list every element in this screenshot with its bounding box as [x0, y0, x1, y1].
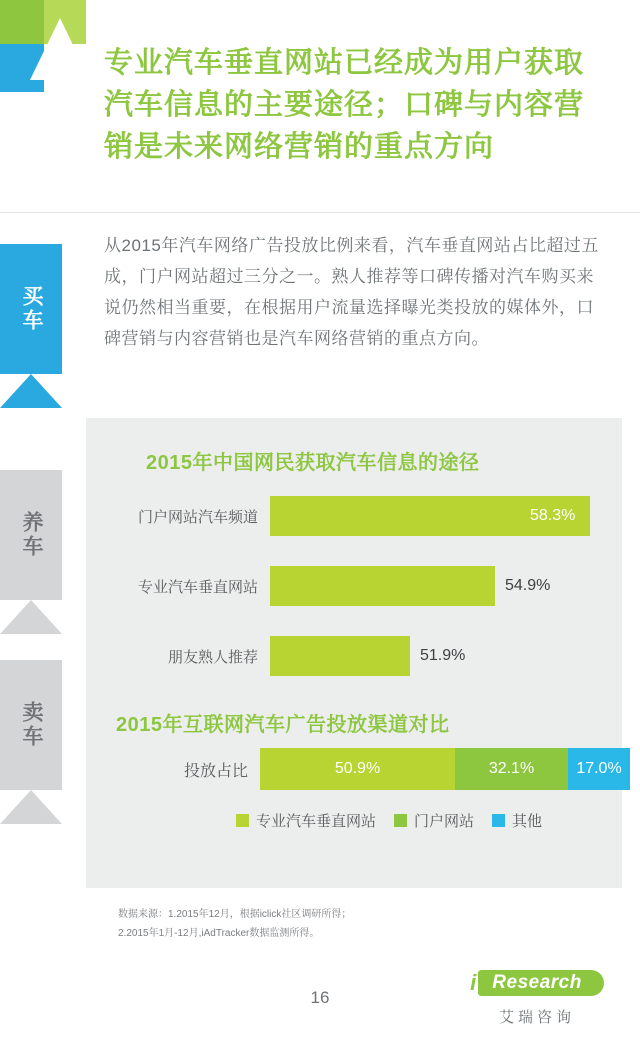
source-footnote: [118, 905, 588, 943]
legend-swatch-icon: [492, 814, 505, 827]
stack-segment-portal-site: 32.1%: [455, 748, 568, 790]
rail-tab-label: 卖车: [20, 701, 43, 749]
brand-mark: [462, 968, 612, 998]
bar-row: [110, 566, 550, 606]
iresearch-logo-mark: [0, 0, 86, 92]
bar-row: [110, 636, 465, 676]
rail-tab-buy-car[interactable]: [0, 244, 62, 374]
source-line-2: 2.2015年1月-12月,iAdTracker数据监测所得。: [118, 928, 320, 939]
legend-item: [394, 810, 474, 831]
stack-segment-other: 17.0%: [568, 748, 630, 790]
rail-tab-buy-car-arrow: [0, 374, 62, 408]
rail-tab-label: 养车: [20, 511, 43, 559]
header-divider: [0, 212, 640, 213]
legend-item: [236, 810, 376, 831]
left-rail: [0, 0, 86, 1050]
legend-item: [492, 810, 542, 831]
page-number: 16: [310, 988, 330, 1007]
bar-category-label: 专业汽车垂直网站: [137, 578, 258, 596]
page-title: 专业汽车垂直网站已经成为用户获取汽车信息的主要途径；口碑与内容营销是未来网络营销的重点方向: [104, 47, 585, 163]
logo-triangle-icon: [30, 18, 90, 80]
bar-category-label: 门户网站汽车频道: [137, 508, 258, 526]
bar-value-label: 58.3%: [530, 507, 576, 524]
stacked-bar-category-label: 投放占比: [183, 762, 248, 780]
legend-swatch-icon: [394, 814, 407, 827]
bar-fill: [270, 566, 495, 606]
bar-value-label: 51.9%: [420, 647, 466, 664]
chart-2-title: 2015年互联网汽车广告投放渠道对比: [116, 714, 450, 736]
legend-label: 其他: [512, 813, 543, 830]
chart-2-legend: [236, 810, 542, 831]
rail-tab-label: 买车: [20, 285, 43, 333]
stack-segment-vertical-site: 50.9%: [260, 748, 455, 790]
rail-tab-maintain-car-arrow: [0, 600, 62, 634]
rail-tab-maintain-car[interactable]: [0, 470, 62, 600]
brand-name: Research: [478, 970, 604, 996]
stacked-bar-row: [110, 748, 630, 790]
legend-swatch-icon: [236, 814, 249, 827]
source-line-1: 数据来源：1.2015年12月，根据iclick社区调研所得；: [118, 909, 352, 920]
brand-prefix: i: [470, 970, 477, 995]
bar-fill: [270, 636, 410, 676]
legend-label: 门户网站: [414, 813, 475, 830]
chart-1-title: 2015年中国网民获取汽车信息的途径: [146, 452, 480, 474]
bar-row: [110, 496, 575, 536]
rail-tab-sell-car-arrow: [0, 790, 62, 824]
legend-label: 专业汽车垂直网站: [256, 813, 377, 830]
bar-value-label: 54.9%: [505, 577, 551, 594]
brand-logo: [462, 968, 612, 1027]
stacked-bar: [260, 748, 630, 790]
rail-tab-sell-car[interactable]: [0, 660, 62, 790]
summary-paragraph: 从2015年汽车网络广告投放比例来看，汽车垂直网站占比超过五成，门户网站超过三分之一。熟人推荐等口碑传播对汽车购买来说仍然相当重要，在根据用户流量选择曝光类投放的媒体外，口碑营销与内容营销也是汽车网络营销的重点方向。: [104, 236, 599, 348]
brand-chinese-name: 艾瑞咨询: [498, 1009, 575, 1026]
bar-category-label: 朋友熟人推荐: [167, 648, 258, 666]
chart-panel: [86, 418, 622, 888]
